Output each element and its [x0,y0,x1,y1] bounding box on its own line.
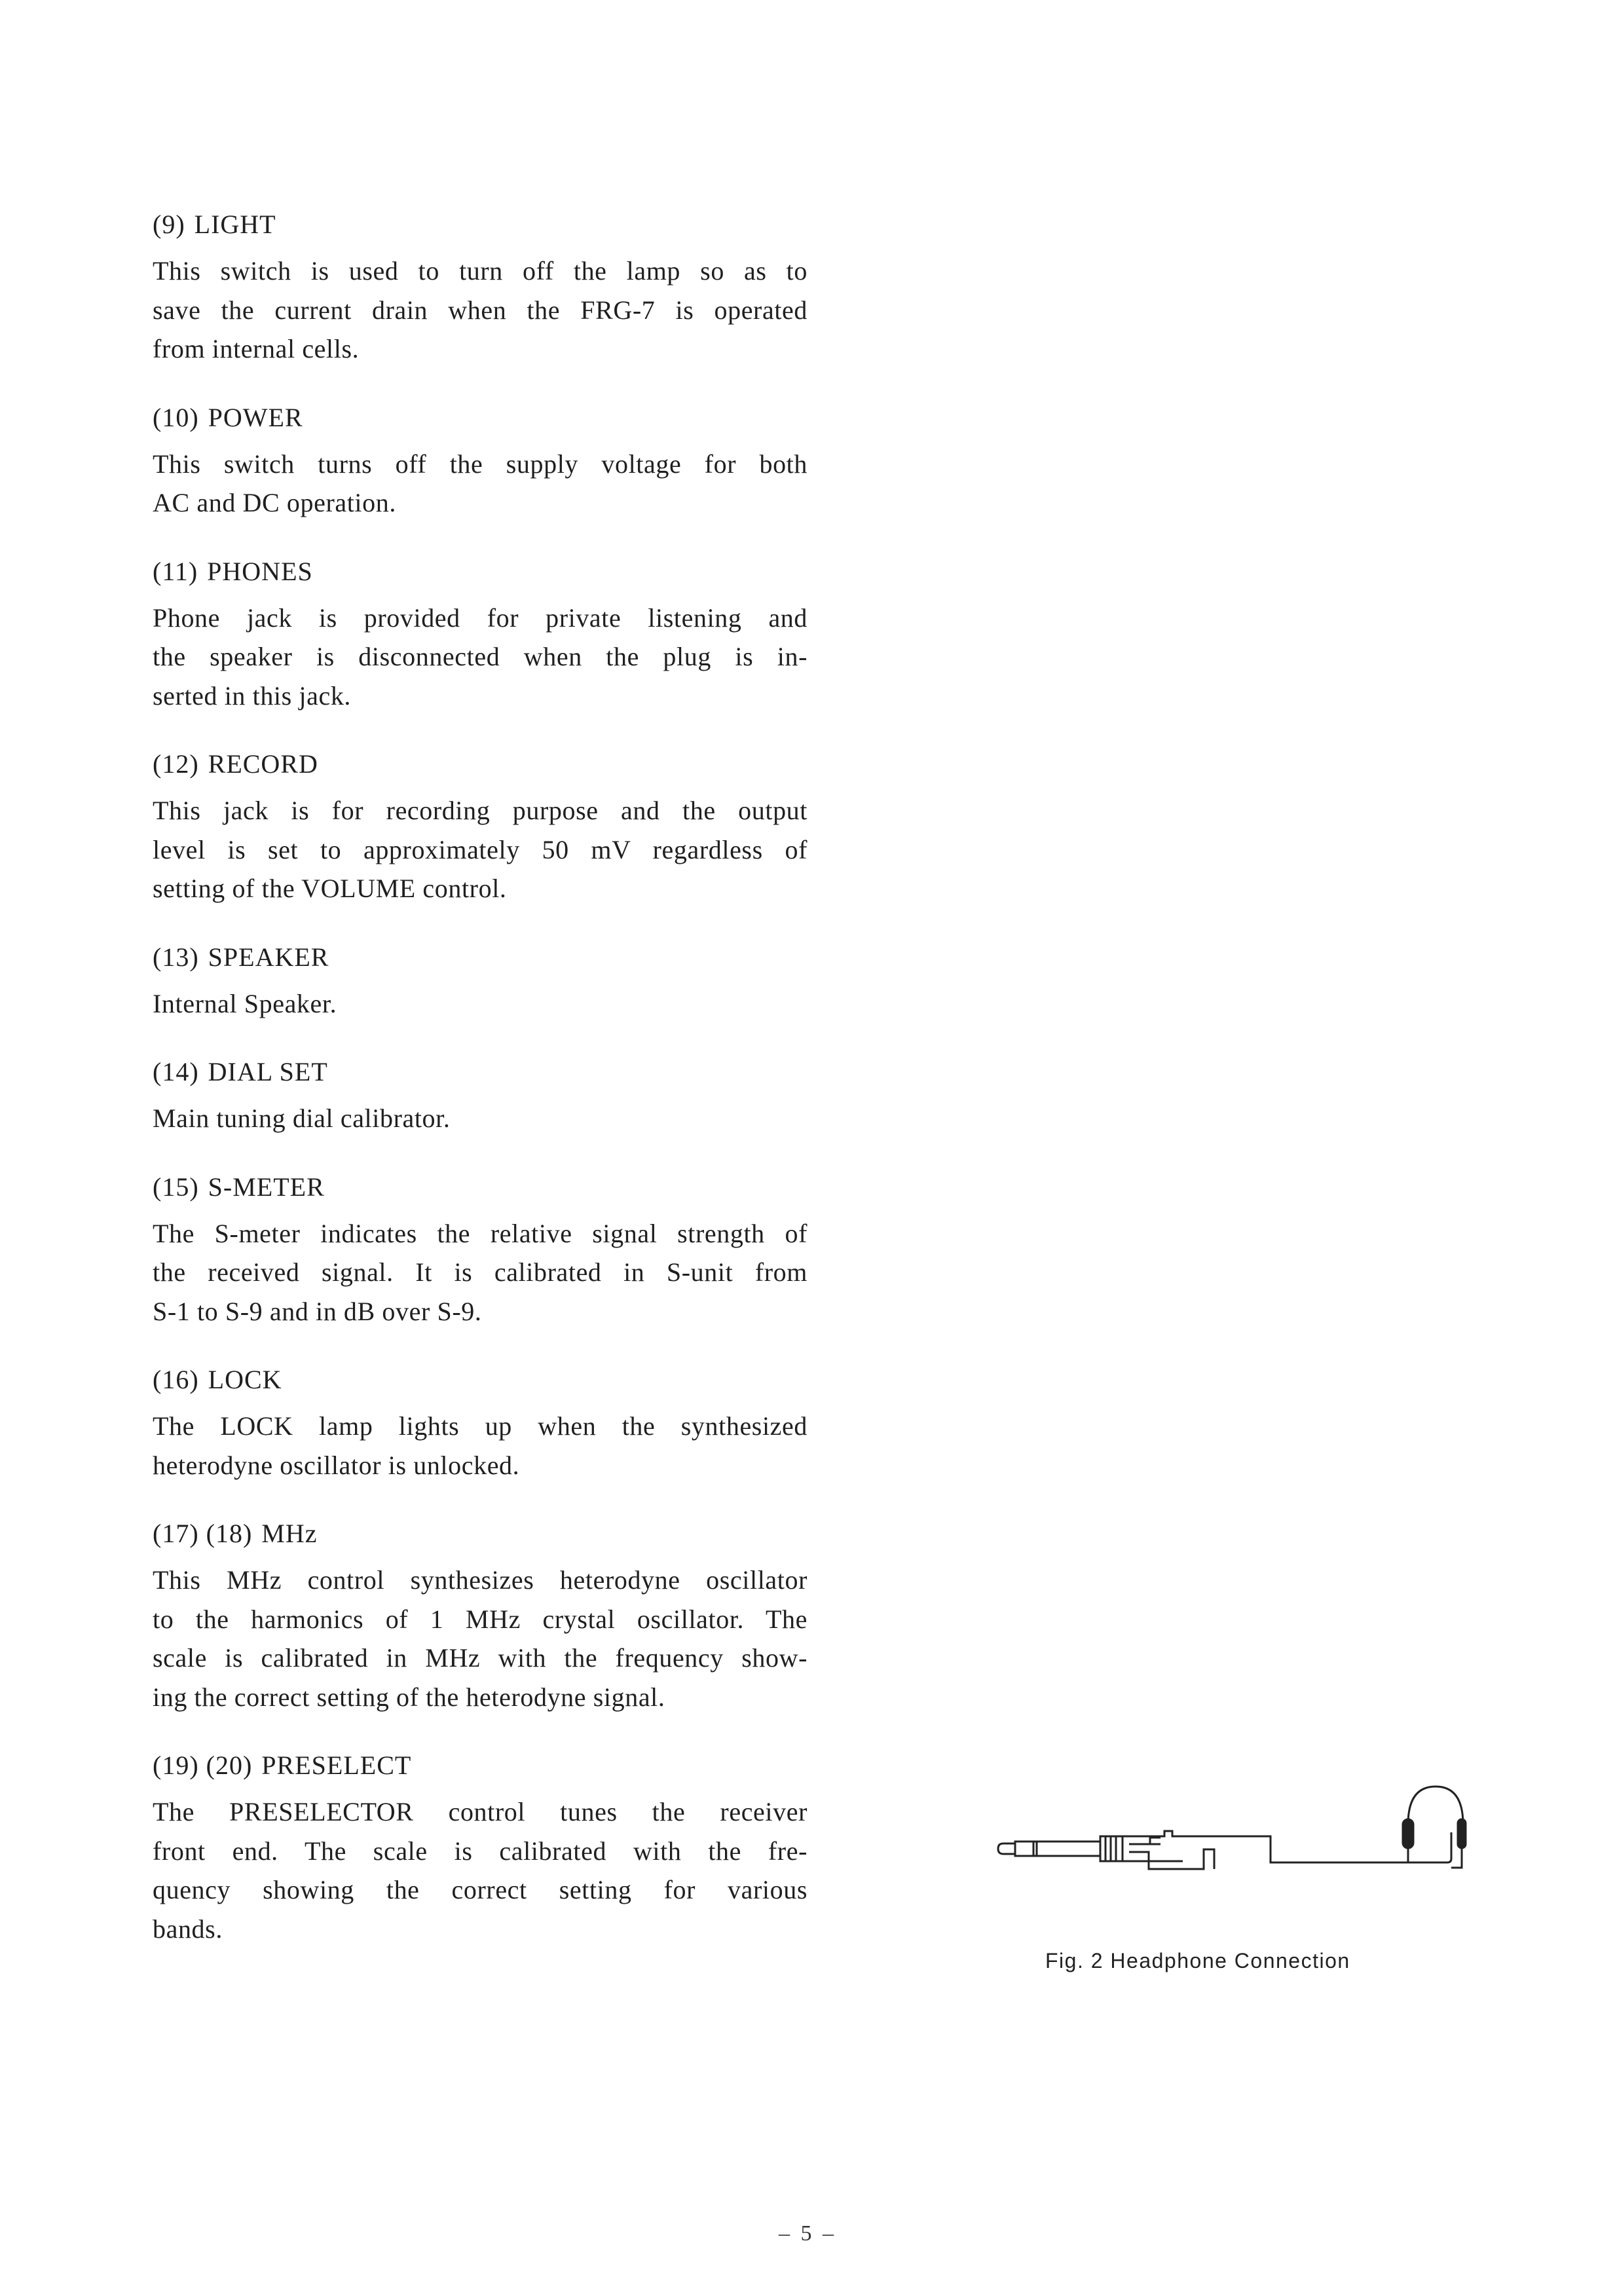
section-title: POWER [208,402,303,432]
section-body [153,791,808,908]
section-number: (10) [153,402,199,432]
body-line: Internal Speaker. [153,988,337,1018]
section-number: (13) [153,942,199,972]
body-line: AC and DC operation. [153,488,396,517]
body-line: the received signal. It is calibrated in S-unit from [153,1257,808,1287]
page-number: – 5 – [779,2221,836,2246]
section-title: LOCK [208,1365,282,1394]
section-preselect [153,1749,808,1948]
body-line: serted in this jack. [153,680,352,711]
section-number: (11) [153,556,198,586]
text-column [153,208,808,1981]
section-mhz [153,1517,808,1716]
body-line: the speaker is disconnected when the plug is in- [153,642,808,671]
body-line: The S-meter indicates the relative signal strength of [153,1218,808,1248]
section-number: (15) [153,1172,199,1202]
section-record [153,748,808,908]
body-line: The PRESELECTOR control tunes the receiver [153,1797,808,1826]
section-power [153,401,808,523]
section-heading [153,555,808,588]
section-s-meter [153,1171,808,1331]
body-line: bands. [153,1914,223,1944]
section-light [153,208,808,369]
body-line: ing the correct setting of the heterodyne signal. [153,1682,665,1712]
section-body [153,1407,808,1485]
section-speaker [153,941,808,1024]
section-heading [153,1056,808,1088]
body-line: This switch turns off the supply voltage for both [153,449,808,479]
body-line: from internal cells. [153,334,360,363]
section-title: PHONES [207,556,313,586]
body-line: save the current drain when the FRG-7 is operated [153,295,808,325]
section-dial-set [153,1056,808,1138]
section-number: (9) [153,210,185,239]
section-number: (19) (20) [153,1750,253,1780]
body-line: quency showing the correct setting for various [153,1875,808,1904]
section-heading [153,401,808,434]
section-title: S-METER [208,1172,325,1202]
section-body [153,1561,808,1716]
section-title: DIAL SET [208,1057,328,1086]
section-body [153,445,808,523]
section-title: RECORD [208,749,318,779]
section-number: (17) (18) [153,1519,253,1548]
section-heading [153,1171,808,1204]
section-heading [153,941,808,974]
section-title: LIGHT [194,210,276,239]
figure-caption: Fig. 2 Headphone Connection [1045,1949,1350,1972]
body-line: to the harmonics of 1 MHz crystal oscillator. The [153,1604,808,1634]
section-number: (12) [153,749,199,779]
section-phones [153,555,808,716]
body-line: setting of the VOLUME control. [153,874,507,903]
body-line: Phone jack is provided for private listening and [153,602,808,633]
section-body [153,1792,808,1948]
section-heading [153,748,808,781]
section-title: PRESELECT [261,1750,412,1780]
body-line: S-1 to S-9 and in dB over S-9. [153,1296,482,1326]
section-number: (14) [153,1057,199,1086]
section-number: (16) [153,1365,199,1394]
body-line: This MHz control synthesizes heterodyne oscillator [153,1565,808,1595]
body-line: scale is calibrated in MHz with the frequency show- [153,1643,808,1673]
section-body [153,984,808,1024]
section-body [153,251,808,369]
section-title: SPEAKER [208,942,329,972]
section-body [153,1214,808,1331]
section-heading [153,1749,808,1782]
section-heading [153,208,808,241]
headphone-connection-figure [995,1781,1467,1938]
section-heading [153,1517,808,1550]
body-line: heterodyne oscillator is unlocked. [153,1450,520,1480]
body-line: Main tuning dial calibrator. [153,1103,451,1133]
body-line: The LOCK lamp lights up when the synthesized [153,1411,808,1441]
body-line: This switch is used to turn off the lamp so as to [153,256,808,286]
body-line: This jack is for recording purpose and the output [153,796,808,825]
section-title: MHz [261,1519,318,1548]
headphone-plug-diagram-icon [995,1781,1467,1938]
body-line: front end. The scale is calibrated with the fre- [153,1836,808,1866]
section-body [153,599,808,716]
body-line: level is set to approximately 50 mV regardless of [153,834,808,864]
section-body [153,1099,808,1138]
section-heading [153,1363,808,1396]
section-lock [153,1363,808,1485]
